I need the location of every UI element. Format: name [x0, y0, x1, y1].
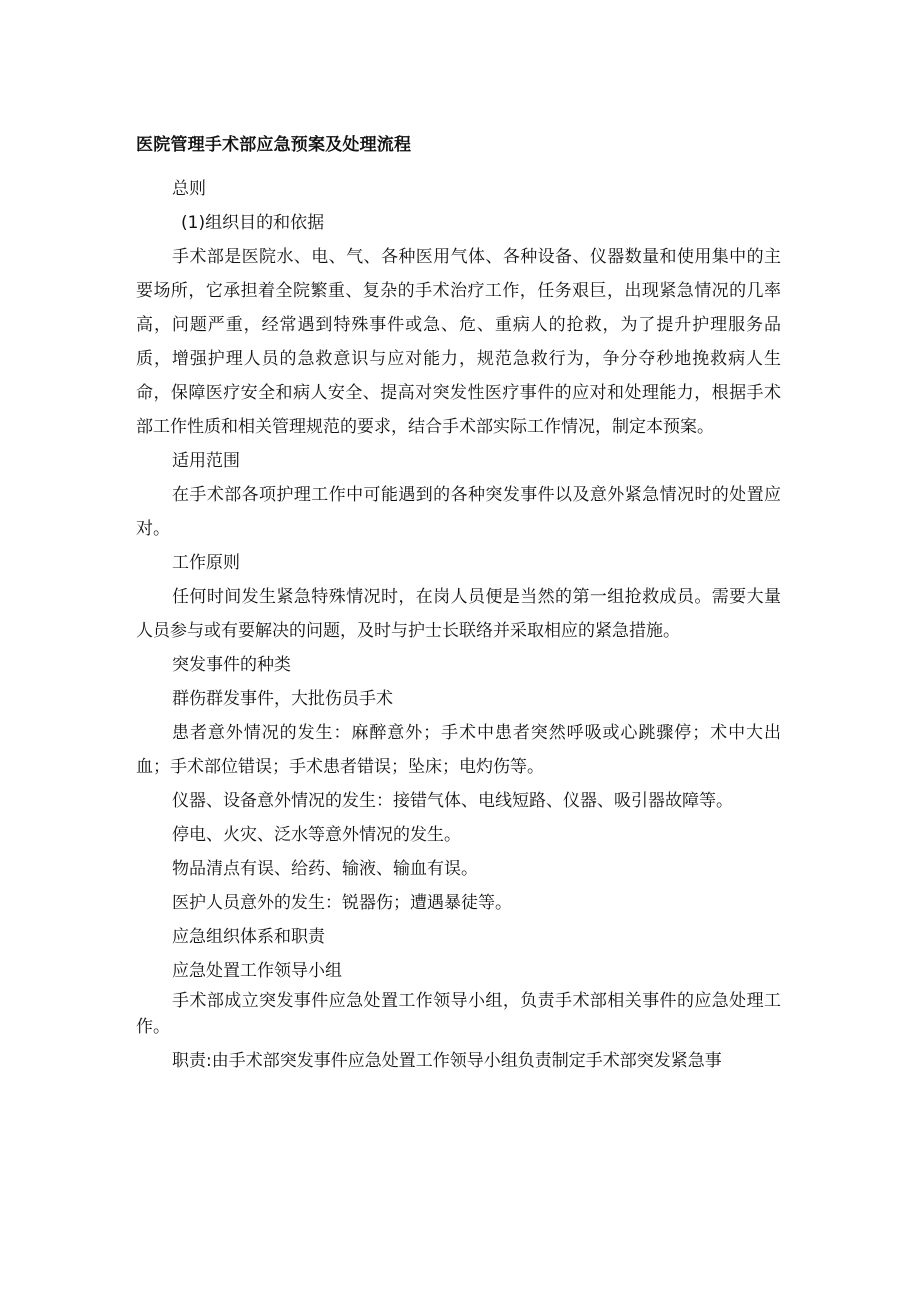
paragraph-purpose: 手术部是医院水、电、气、各种医用气体、各种设备、仪器数量和使用集中的主要场所，它承担着全院繁重、复杂的手术治疗工作，任务艰巨，出现紧急情况的几率高，问题严重，经常遇到特殊事件或急、危、重病人的抢救，为了提升护理服务品质，增强护理人员的急救意识与应对能力，规范急救行为，争分夺秒地挽救病人生命，保障医疗安全和病人安全、提高对突发性医疗事件的应对和处理能力，根据手术部工作性质和相关管理规范的要求，结合手术部实际工作情况，制定本预案。 — [136, 247, 781, 437]
section-heading-general: 总则 — [172, 179, 206, 199]
section-heading-event-types: 突发事件的种类 — [172, 655, 291, 675]
subsection-heading-leadership-group: 应急处置工作领导小组 — [172, 961, 342, 981]
document-title: 医院管理手术部应急预案及处理流程 — [136, 135, 412, 155]
list-item-mass-casualty: 群伤群发事件，大批伤员手术 — [172, 689, 393, 709]
list-item-staff-accident: 医护人员意外的发生：锐器伤；遭遇暴徒等。 — [172, 893, 512, 913]
paragraph-responsibilities: 职责:由手术部突发事件应急处置工作领导小组负责制定手术部突发紧急事 — [172, 1051, 722, 1071]
document-body — [136, 172, 781, 1078]
list-item-patient-accident: 患者意外情况的发生：麻醉意外；手术中患者突然呼吸或心跳骤停；术中大出血；手术部位错误；手术患者错误；坠床；电灼伤等。 — [136, 723, 781, 777]
list-item-count-error: 物品清点有误、给药、输液、输血有误。 — [172, 859, 478, 879]
paragraph-leadership-group: 手术部成立突发事件应急处置工作领导小组，负责手术部相关事件的应急处理工作。 — [136, 991, 781, 1037]
list-item-equipment-accident: 仪器、设备意外情况的发生：接错气体、电线短路、仪器、吸引器故障等。 — [172, 791, 733, 811]
subsection-heading-purpose: (1)组织目的和依据 — [181, 213, 325, 233]
section-heading-organization: 应急组织体系和职责 — [172, 927, 325, 947]
paragraph-principles: 任何时间发生紧急特殊情况时，在岗人员便是当然的第一组抢救成员。需要大量人员参与或有要解决的问题，及时与护士长联络并采取相应的紧急措施。 — [136, 587, 781, 641]
paragraph-scope: 在手术部各项护理工作中可能遇到的各种突发事件以及意外紧急情况时的处置应对。 — [136, 485, 781, 539]
section-heading-scope: 适用范围 — [172, 451, 240, 471]
section-heading-principles: 工作原则 — [172, 553, 240, 573]
list-item-power-fire-flood: 停电、火灾、泛水等意外情况的发生。 — [172, 825, 461, 845]
